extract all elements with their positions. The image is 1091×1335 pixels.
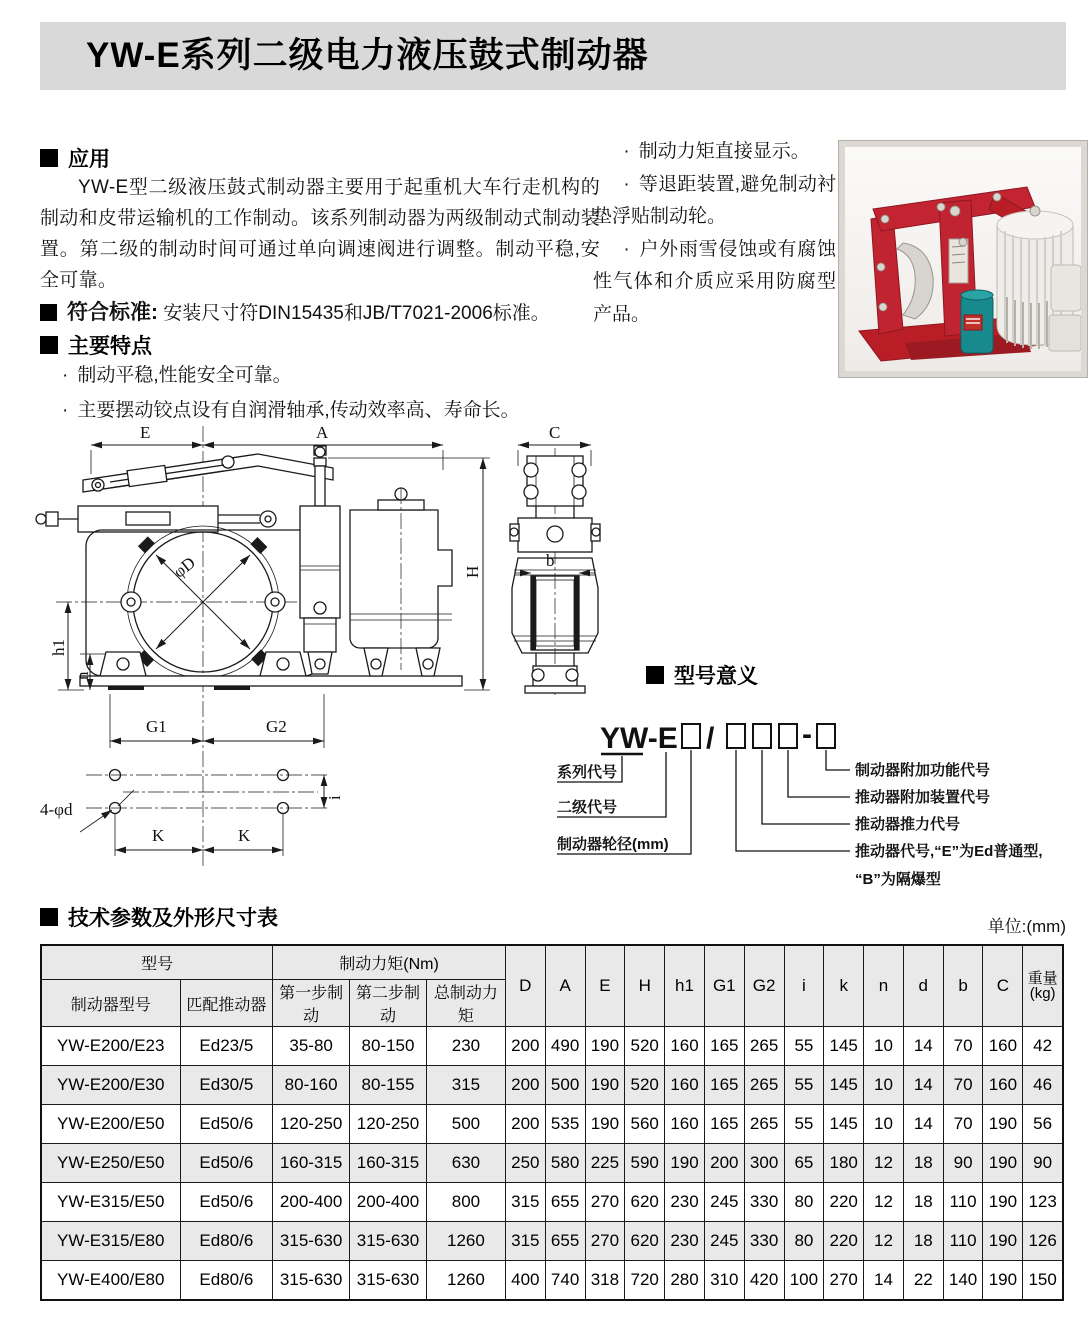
spec-table <box>40 944 1064 1301</box>
table-cell: 270 <box>585 1222 625 1261</box>
model-label-extra-func: 制动器附加功能代号 <box>855 762 991 779</box>
col-b: b <box>943 945 983 1027</box>
table-cell: 315 <box>505 1222 545 1261</box>
table-cell: 80 <box>784 1222 824 1261</box>
table-cell: 315-630 <box>273 1222 350 1261</box>
dim-label-4phid: 4-φd <box>40 800 73 819</box>
standards-heading: 符合标准: <box>67 301 158 324</box>
model-label-thruster-force: 推动器推力代号 <box>855 816 961 833</box>
table-cell: 620 <box>625 1222 665 1261</box>
table-cell: 55 <box>784 1105 824 1144</box>
col-n: n <box>864 945 904 1027</box>
col-A: A <box>545 945 585 1027</box>
table-cell: 190 <box>983 1261 1023 1301</box>
table-cell: 12 <box>864 1183 904 1222</box>
table-cell: 35-80 <box>273 1027 350 1066</box>
table-cell: 80-150 <box>350 1027 427 1066</box>
table-cell: 580 <box>545 1144 585 1183</box>
table-cell: 200 <box>704 1144 744 1183</box>
table-cell: Ed50/6 <box>180 1183 273 1222</box>
table-cell: 280 <box>665 1261 705 1301</box>
table-cell: 160 <box>665 1027 705 1066</box>
table-header-row <box>41 945 1063 980</box>
col-E: E <box>585 945 625 1027</box>
front-view <box>36 423 490 866</box>
table-cell: 245 <box>704 1183 744 1222</box>
table-cell: 315-630 <box>350 1261 427 1301</box>
table-section-heading <box>40 902 278 932</box>
col-weight-line2: (kg) <box>1029 985 1056 1002</box>
table-cell: Ed80/6 <box>180 1222 273 1261</box>
table-cell: 140 <box>943 1261 983 1301</box>
table-cell: 145 <box>824 1105 864 1144</box>
application-heading-label: 应用 <box>68 148 110 171</box>
table-cell: 14 <box>903 1105 943 1144</box>
col-G1: G1 <box>704 945 744 1027</box>
table-cell: 10 <box>864 1027 904 1066</box>
table-cell: 315 <box>426 1066 505 1105</box>
model-code-prefix: YW-E <box>600 722 678 755</box>
model-label-series: 系列代号 <box>557 764 618 781</box>
table-cell: 190 <box>983 1105 1023 1144</box>
section-marker-icon <box>40 336 58 354</box>
table-cell: 620 <box>625 1183 665 1222</box>
feature-text: 等退距装置,避免制动衬垫浮贴制动轮。 <box>593 173 836 227</box>
table-cell: 12 <box>864 1144 904 1183</box>
col-step2: 第二步制动 <box>350 980 427 1027</box>
table-cell: 220 <box>824 1222 864 1261</box>
table-cell: 520 <box>625 1066 665 1105</box>
dim-label-C: C <box>549 423 561 442</box>
table-cell: Ed50/6 <box>180 1105 273 1144</box>
section-marker-icon <box>40 149 58 167</box>
bullet-icon: · <box>62 365 69 386</box>
brake-photo-illustration <box>845 147 1081 371</box>
section-marker-icon <box>40 304 57 321</box>
table-cell: Ed50/6 <box>180 1144 273 1183</box>
table-cell: 190 <box>585 1066 625 1105</box>
dim-label-i: i <box>325 795 344 800</box>
table-cell: 300 <box>744 1144 784 1183</box>
table-cell: 590 <box>625 1144 665 1183</box>
bullet-icon: · <box>623 173 630 195</box>
table-cell: 190 <box>585 1027 625 1066</box>
application-body: YW-E型二级液压鼓式制动器主要用于起重机大车行走机构的制动和皮带运输机的工作制动。该系列制动器为两级制动式制动装置。第二级的制动时间可通过单向调速阀进行调整。制动平稳,安全可靠。 <box>40 177 600 291</box>
table-cell: 535 <box>545 1105 585 1144</box>
features-heading-label: 主要特点 <box>68 335 152 358</box>
product-photo <box>838 140 1088 378</box>
table-cell: 18 <box>903 1222 943 1261</box>
table-cell: 80-155 <box>350 1066 427 1105</box>
col-h1: h1 <box>665 945 705 1027</box>
dim-label-h1: h1 <box>49 639 68 656</box>
standards-body: 安装尺寸符DIN15435和JB/T7021-2006标准。 <box>163 303 550 324</box>
dim-label-K2: K <box>238 826 251 845</box>
table-cell: YW-E315/E50 <box>41 1183 180 1222</box>
list-item <box>62 360 592 391</box>
table-cell: 22 <box>903 1261 943 1301</box>
table-cell: 315-630 <box>350 1222 427 1261</box>
table-cell: 655 <box>545 1222 585 1261</box>
table-cell: 120-250 <box>350 1105 427 1144</box>
table-cell: 145 <box>824 1066 864 1105</box>
table-cell: 12 <box>864 1222 904 1261</box>
table-cell: 10 <box>864 1105 904 1144</box>
table-row <box>41 1222 1063 1261</box>
table-cell: 180 <box>824 1144 864 1183</box>
table-cell: 14 <box>903 1027 943 1066</box>
table-row <box>41 1027 1063 1066</box>
spec-table-body <box>41 1027 1063 1301</box>
table-cell: 100 <box>784 1261 824 1301</box>
table-cell: 330 <box>744 1222 784 1261</box>
table-cell: 200 <box>505 1066 545 1105</box>
col-C: C <box>983 945 1023 1027</box>
list-item <box>593 234 836 332</box>
list-item <box>593 169 836 234</box>
table-cell: 190 <box>983 1144 1023 1183</box>
page-title: YW-E系列二级电力液压鼓式制动器 <box>40 22 1066 90</box>
application-heading <box>40 143 110 173</box>
col-D: D <box>505 945 545 1027</box>
col-group-model: 型号 <box>41 945 273 980</box>
table-cell: 220 <box>824 1183 864 1222</box>
col-weight <box>1023 945 1063 1027</box>
table-cell: 123 <box>1023 1183 1063 1222</box>
table-cell: 1260 <box>426 1222 505 1261</box>
model-label-wheel-dia: 制动器轮径(mm) <box>557 836 669 853</box>
table-cell: YW-E200/E30 <box>41 1066 180 1105</box>
table-cell: 230 <box>665 1222 705 1261</box>
table-cell: 720 <box>625 1261 665 1301</box>
table-row <box>41 1105 1063 1144</box>
table-cell: 520 <box>625 1027 665 1066</box>
bullet-icon: · <box>62 400 69 421</box>
table-cell: Ed30/5 <box>180 1066 273 1105</box>
table-cell: 200 <box>505 1105 545 1144</box>
spec-table-wrap <box>40 944 1064 1301</box>
table-cell: 56 <box>1023 1105 1063 1144</box>
col-step1: 第一步制动 <box>273 980 350 1027</box>
table-cell: 230 <box>426 1027 505 1066</box>
table-cell: 250 <box>505 1144 545 1183</box>
dim-label-b: b <box>546 551 555 570</box>
features-heading <box>40 330 152 360</box>
dim-label-K1: K <box>152 826 165 845</box>
table-cell: YW-E315/E80 <box>41 1222 180 1261</box>
table-row <box>41 1183 1063 1222</box>
table-cell: 420 <box>744 1261 784 1301</box>
table-cell: 165 <box>704 1105 744 1144</box>
dim-label-H: H <box>463 565 482 578</box>
table-cell: 265 <box>744 1105 784 1144</box>
bullet-icon: · <box>623 238 630 260</box>
model-meaning-heading-label: 型号意义 <box>674 665 758 688</box>
table-cell: 46 <box>1023 1066 1063 1105</box>
table-cell: 655 <box>545 1183 585 1222</box>
col-d: d <box>903 945 943 1027</box>
table-cell: 65 <box>784 1144 824 1183</box>
table-cell: 70 <box>943 1066 983 1105</box>
col-group-torque: 制动力矩(Nm) <box>273 945 506 980</box>
model-label-thruster-code: 推动器代号,“E”为Ed普通型, <box>855 843 1043 860</box>
table-section-heading-label: 技术参数及外形尺寸表 <box>68 907 278 930</box>
table-cell: 330 <box>744 1183 784 1222</box>
table-cell: 315 <box>505 1183 545 1222</box>
table-cell: 145 <box>824 1027 864 1066</box>
table-cell: 500 <box>426 1105 505 1144</box>
table-cell: 90 <box>1023 1144 1063 1183</box>
table-cell: 490 <box>545 1027 585 1066</box>
table-cell: 55 <box>784 1027 824 1066</box>
table-cell: 190 <box>585 1105 625 1144</box>
product-photo-image <box>845 147 1081 371</box>
section-marker-icon <box>40 908 58 926</box>
table-cell: 225 <box>585 1144 625 1183</box>
table-cell: YW-E200/E23 <box>41 1027 180 1066</box>
table-cell: YW-E250/E50 <box>41 1144 180 1183</box>
section-marker-icon <box>646 666 664 684</box>
table-cell: 160 <box>983 1027 1023 1066</box>
table-cell: 120-250 <box>273 1105 350 1144</box>
model-code-dash: - <box>802 718 812 751</box>
col-thruster: 匹配推动器 <box>180 980 273 1027</box>
table-cell: 70 <box>943 1027 983 1066</box>
feature-text: 制动平稳,性能安全可靠。 <box>77 365 292 386</box>
table-cell: 740 <box>545 1261 585 1301</box>
table-cell: 10 <box>864 1066 904 1105</box>
table-cell: 18 <box>903 1183 943 1222</box>
dim-label-n: n <box>73 671 92 680</box>
table-cell: 160 <box>665 1105 705 1144</box>
table-cell: 190 <box>983 1222 1023 1261</box>
table-cell: 230 <box>665 1183 705 1222</box>
table-cell: 190 <box>665 1144 705 1183</box>
table-row <box>41 1261 1063 1301</box>
table-cell: YW-E200/E50 <box>41 1105 180 1144</box>
table-cell: 265 <box>744 1027 784 1066</box>
col-G2: G2 <box>744 945 784 1027</box>
table-cell: 500 <box>545 1066 585 1105</box>
table-cell: 160 <box>983 1066 1023 1105</box>
table-cell: Ed80/6 <box>180 1261 273 1301</box>
side-features-list <box>593 136 836 331</box>
col-total-torque: 总制动力矩 <box>426 980 505 1027</box>
col-weight-line1: 重量 <box>1027 970 1058 987</box>
model-label-stage: 二级代号 <box>557 799 618 816</box>
table-cell: 110 <box>943 1222 983 1261</box>
dim-label-G1: G1 <box>146 717 167 736</box>
table-cell: 315-630 <box>273 1261 350 1301</box>
table-row <box>41 1066 1063 1105</box>
table-cell: 70 <box>943 1105 983 1144</box>
table-cell: 55 <box>784 1066 824 1105</box>
table-cell: 160 <box>665 1066 705 1105</box>
table-cell: 165 <box>704 1066 744 1105</box>
model-code-diagram <box>545 698 1091 898</box>
unit-note: 单位:(mm) <box>987 917 1066 936</box>
standards-line <box>40 296 615 326</box>
table-cell: 150 <box>1023 1261 1063 1301</box>
model-label-thruster-code2: “B”为隔爆型 <box>855 871 941 888</box>
model-code-slash: / <box>706 722 715 755</box>
table-cell: 265 <box>744 1066 784 1105</box>
table-row <box>41 1144 1063 1183</box>
table-cell: 400 <box>505 1261 545 1301</box>
dim-label-G2: G2 <box>266 717 287 736</box>
table-cell: 80 <box>784 1183 824 1222</box>
bullet-icon: · <box>623 141 630 162</box>
table-cell: 630 <box>426 1144 505 1183</box>
feature-text: 制动力矩直接显示。 <box>638 141 810 162</box>
col-i: i <box>784 945 824 1027</box>
table-cell: 1260 <box>426 1261 505 1301</box>
table-cell: Ed23/5 <box>180 1027 273 1066</box>
table-cell: 245 <box>704 1222 744 1261</box>
dim-label-A: A <box>316 423 329 442</box>
col-k: k <box>824 945 864 1027</box>
table-cell: 310 <box>704 1261 744 1301</box>
list-item <box>593 136 836 169</box>
model-meaning-heading <box>646 660 758 690</box>
table-cell: 200 <box>505 1027 545 1066</box>
table-cell: 270 <box>824 1261 864 1301</box>
table-cell: 190 <box>983 1183 1023 1222</box>
table-cell: 165 <box>704 1027 744 1066</box>
table-cell: 560 <box>625 1105 665 1144</box>
table-cell: 126 <box>1023 1222 1063 1261</box>
table-cell: 160-315 <box>273 1144 350 1183</box>
table-cell: 80-160 <box>273 1066 350 1105</box>
table-cell: 18 <box>903 1144 943 1183</box>
table-cell: 110 <box>943 1183 983 1222</box>
table-cell: 800 <box>426 1183 505 1222</box>
model-label-thruster-device: 推动器附加装置代号 <box>855 789 991 806</box>
col-brake-model: 制动器型号 <box>41 980 180 1027</box>
table-cell: 42 <box>1023 1027 1063 1066</box>
dim-label-E: E <box>140 423 151 442</box>
feature-text: 户外雨雪侵蚀或有腐蚀性气体和介质应采用防腐型产品。 <box>593 238 836 325</box>
table-cell: 90 <box>943 1144 983 1183</box>
side-view <box>510 423 600 698</box>
table-cell: 14 <box>864 1261 904 1301</box>
table-cell: 318 <box>585 1261 625 1301</box>
table-cell: 270 <box>585 1183 625 1222</box>
feature-text: 主要摆动铰点设有自润滑轴承,传动效率高、寿命长。 <box>77 400 520 421</box>
table-cell: 160-315 <box>350 1144 427 1183</box>
table-cell: YW-E400/E80 <box>41 1261 180 1301</box>
table-cell: 200-400 <box>273 1183 350 1222</box>
table-cell: 200-400 <box>350 1183 427 1222</box>
col-H: H <box>625 945 665 1027</box>
dim-label-phiD: φD <box>169 552 199 582</box>
table-cell: 14 <box>903 1066 943 1105</box>
